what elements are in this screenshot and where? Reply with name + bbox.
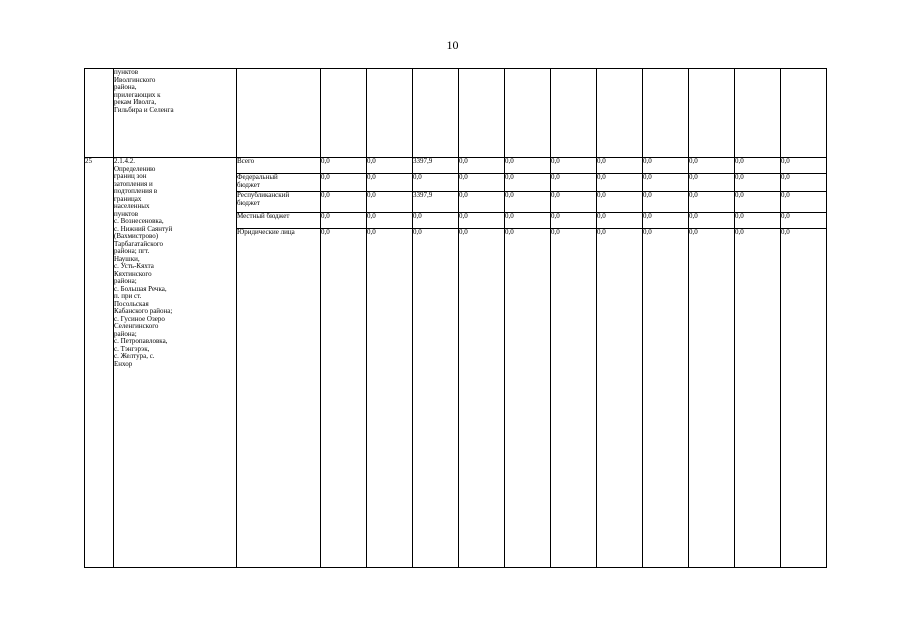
- text-line: Кяхтинского: [114, 269, 152, 278]
- text-line: Тарбагатайского: [114, 239, 164, 248]
- value-cell: 0,0: [459, 158, 505, 174]
- text-line: Посольская: [114, 299, 149, 308]
- value-cell: 0,0: [643, 192, 689, 213]
- text-line: района;: [114, 329, 137, 338]
- value-cell: 0,0: [459, 213, 505, 229]
- value-cell: 0,0: [413, 213, 459, 229]
- text-line: Федеральный: [237, 173, 278, 181]
- text-line: 2.1.4.2.: [114, 157, 135, 165]
- value-cell: [459, 69, 505, 158]
- text-line: бюджет: [237, 180, 260, 189]
- value-cell: 0,0: [321, 213, 367, 229]
- value-cell: [505, 69, 551, 158]
- text-line: (Вахмистрово): [114, 232, 159, 240]
- value-cell: 0,0: [735, 174, 781, 192]
- value-cell: 0,0: [689, 174, 735, 192]
- funding-source-cell: [237, 158, 321, 174]
- value-cell: [413, 69, 459, 158]
- page-number: 10: [446, 38, 459, 52]
- text-line: с. Гусиное Озеро: [114, 314, 165, 323]
- value-cell: 0,0: [689, 158, 735, 174]
- value-cell: 0,0: [459, 174, 505, 192]
- text-line: с. Желтура, с.: [114, 352, 155, 360]
- value-cell: 0,0: [689, 229, 735, 568]
- value-cell: 0,0: [505, 192, 551, 213]
- text-line: границ зон: [114, 172, 147, 180]
- text-line: с. Тэнгэрэк,: [114, 344, 150, 353]
- value-cell: [321, 69, 367, 158]
- value-cell: 0,0: [781, 158, 827, 174]
- value-cell: 0,0: [781, 229, 827, 568]
- value-cell: 0,0: [643, 229, 689, 568]
- value-cell: 3397,9: [413, 192, 459, 213]
- value-cell: 0,0: [321, 192, 367, 213]
- text-line: рекам Иволга,: [114, 98, 157, 106]
- text-line: Республиканский: [237, 191, 290, 199]
- budget-table: [84, 68, 827, 568]
- funding-source-cell: [237, 229, 321, 568]
- value-cell: 0,0: [413, 174, 459, 192]
- value-cell: 0,0: [367, 158, 413, 174]
- text-line: Енхор: [114, 359, 133, 368]
- text-line: с. Вознесеновка,: [114, 217, 164, 225]
- value-cell: 0,0: [551, 174, 597, 192]
- value-cell: 0,0: [781, 174, 827, 192]
- text-line: границах: [114, 194, 142, 203]
- value-cell: 0,0: [505, 213, 551, 229]
- value-cell: 0,0: [367, 213, 413, 229]
- value-cell: 3397,9: [413, 158, 459, 174]
- value-cell: 0,0: [735, 192, 781, 213]
- text-line: Юридические лица: [237, 228, 295, 236]
- value-cell: 0,0: [551, 213, 597, 229]
- text-line: Местный бюджет: [237, 212, 290, 220]
- value-cell: [643, 69, 689, 158]
- value-cell: 0,0: [643, 213, 689, 229]
- value-cell: [735, 69, 781, 158]
- value-cell: 0,0: [505, 229, 551, 568]
- value-cell: 0,0: [321, 174, 367, 192]
- value-cell: 0,0: [505, 158, 551, 174]
- text-line: Определению: [114, 164, 156, 173]
- value-cell: 0,0: [597, 192, 643, 213]
- text-line: пунктов: [114, 68, 139, 76]
- value-cell: 0,0: [735, 158, 781, 174]
- value-cell: 0,0: [735, 229, 781, 568]
- value-cell: 0,0: [597, 158, 643, 174]
- value-cell: 0,0: [505, 174, 551, 192]
- text-line: с. Усть-Кяхта: [114, 262, 154, 270]
- activity-name-cell: [114, 158, 237, 568]
- text-line: с. Петропавловка,: [114, 337, 168, 345]
- text-line: бюджет: [237, 198, 260, 207]
- value-cell: 0,0: [735, 213, 781, 229]
- value-cell: 0,0: [413, 229, 459, 568]
- text-line: Кабанского района;: [114, 307, 173, 315]
- text-line: п. при ст.: [114, 292, 142, 300]
- value-cell: [551, 69, 597, 158]
- text-line: района;: [114, 277, 137, 285]
- value-cell: 0,0: [597, 213, 643, 229]
- row-number-cell: [85, 69, 114, 158]
- funding-source-cell: [237, 192, 321, 213]
- value-cell: 0,0: [643, 174, 689, 192]
- funding-source-cell: [237, 174, 321, 192]
- source-cell: [237, 69, 321, 158]
- value-cell: 0,0: [597, 229, 643, 568]
- value-cell: 0,0: [597, 174, 643, 192]
- value-cell: 0,0: [367, 174, 413, 192]
- value-cell: 0,0: [781, 192, 827, 213]
- text-line: населенных: [114, 202, 150, 210]
- value-cell: 0,0: [551, 229, 597, 568]
- text-line: прилегающих к: [114, 90, 161, 99]
- value-cell: [367, 69, 413, 158]
- text-line: Наушки,: [114, 254, 140, 263]
- funding-source-cell: [237, 213, 321, 229]
- value-cell: 0,0: [551, 192, 597, 213]
- text-line: района,: [114, 83, 137, 91]
- text-line: с. Нижний Саянтуй: [114, 224, 173, 233]
- value-cell: [781, 69, 827, 158]
- value-cell: 0,0: [367, 229, 413, 568]
- value-cell: 0,0: [643, 158, 689, 174]
- value-cell: [597, 69, 643, 158]
- text-line: Гильбира и Селенга: [114, 105, 174, 114]
- row-number-cell: 25: [85, 158, 114, 568]
- value-cell: [689, 69, 735, 158]
- text-line: района; пгт.: [114, 247, 150, 255]
- value-cell: 0,0: [459, 229, 505, 568]
- text-line: пунктов: [114, 209, 139, 218]
- text-line: Иволгинского: [114, 75, 156, 84]
- value-cell: 0,0: [781, 213, 827, 229]
- text-line: подтопления в: [114, 187, 158, 195]
- text-line: с. Большая Речка,: [114, 284, 167, 293]
- value-cell: 0,0: [689, 192, 735, 213]
- value-cell: 0,0: [321, 158, 367, 174]
- table-row: [85, 158, 827, 174]
- value-cell: 0,0: [689, 213, 735, 229]
- table-row-continuation: [85, 69, 827, 158]
- value-cell: 0,0: [321, 229, 367, 568]
- activity-name-cell: [114, 69, 237, 158]
- text-line: Селенгинского: [114, 322, 159, 330]
- text-line: Всего: [237, 157, 255, 165]
- value-cell: 0,0: [367, 192, 413, 213]
- value-cell: 0,0: [459, 192, 505, 213]
- text-line: затопления и: [114, 179, 153, 188]
- value-cell: 0,0: [551, 158, 597, 174]
